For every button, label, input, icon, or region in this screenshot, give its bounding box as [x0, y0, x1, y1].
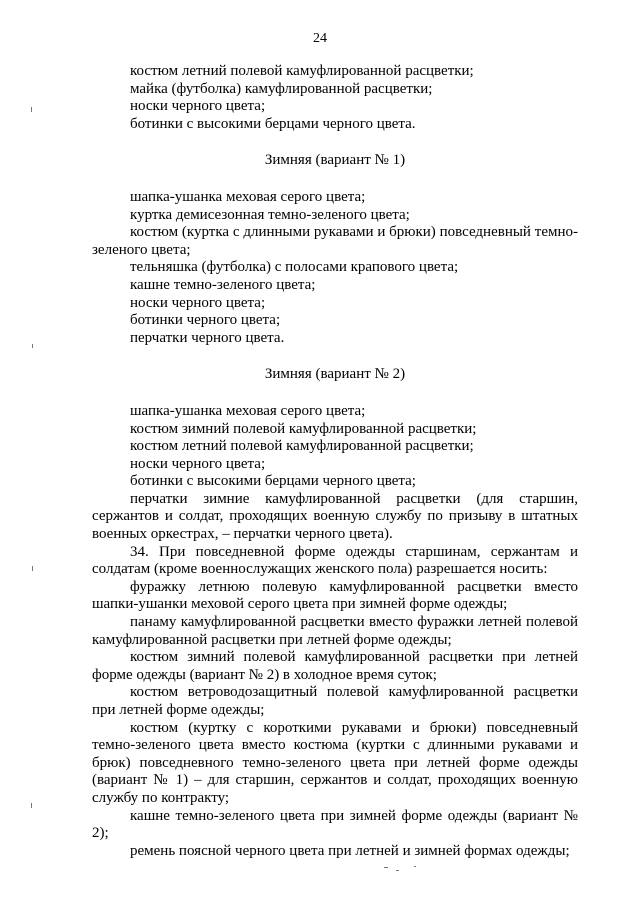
- list-item: ботинки черного цвета;: [130, 312, 281, 329]
- list-item: костюм ветроводозащитный полевой камуфлированной расцветки при летней форме одежды;: [92, 684, 578, 718]
- list-item: костюм (куртка с длинными рукавами и брюки) повседневный темно-зеленого цвета;: [92, 224, 578, 258]
- list-item: костюм зимний полевой камуфлированной расцветки при летней форме одежды (вариант № 2) в холодное время суток;: [92, 649, 578, 683]
- list-item: шапка-ушанка меховая серого цвета;: [130, 188, 366, 205]
- scan-speck: [31, 803, 32, 808]
- list-item: костюм летний полевой камуфлированной расцветки;: [130, 438, 474, 455]
- page-number: 24: [313, 31, 327, 46]
- list-item: носки черного цвета;: [130, 98, 266, 115]
- list-item: ремень поясной черного цвета при летней и зимней формах одежды;: [130, 842, 570, 859]
- scan-speck: [32, 566, 33, 571]
- summer-uniform-list-end: [92, 63, 578, 133]
- list-item: ботинки с высокими берцами черного цвета;: [130, 473, 416, 490]
- section-34: [92, 544, 578, 861]
- winter-uniform-2-list: [92, 403, 578, 544]
- scan-speck: [32, 344, 33, 348]
- list-item: фуражку летнюю полевую камуфлированной расцветки вместо шапки-ушанки меховой серого цвета при зимней форме одежды;: [92, 578, 578, 613]
- list-item: куртка демисезонная темно-зеленого цвета;: [130, 206, 410, 223]
- list-item: костюм зимний полевой камуфлированной расцветки;: [130, 420, 477, 437]
- list-item: панаму камуфлированной расцветки вместо фуражки летней полевой камуфлированной расцветки при летней форме одежды;: [92, 614, 578, 648]
- paragraph-34-intro: 34. При повседневной форме одежды старшинам, сержантам и солдатам (кроме военнослужащих женского пола) разрешается носить:: [92, 543, 578, 578]
- scan-speck: [414, 866, 416, 867]
- document-body: [92, 63, 578, 860]
- section-heading-winter-2: Зимняя (вариант № 2): [264, 366, 406, 383]
- scan-speck: [384, 867, 388, 868]
- scan-speck: [396, 870, 399, 871]
- list-item: кашне темно-зеленого цвета;: [130, 276, 316, 293]
- list-item: тельняшка (футболка) с полосами крапового цвета;: [130, 259, 459, 276]
- list-item: костюм (куртку с короткими рукавами и брюки) повседневный темно-зеленого цвета вместо костюма (куртки с длинными рукавами и брюк) повседневного темно-зеленого цвета при летней форме одежды (вариант № 1) – для старшин, сержантов и солдат, проходящих военную службу по контракту;: [92, 719, 578, 806]
- scan-speck: [31, 107, 32, 112]
- list-item: перчатки черного цвета.: [130, 329, 285, 346]
- list-item: шапка-ушанка меховая серого цвета;: [130, 402, 366, 419]
- list-item: носки черного цвета;: [130, 455, 266, 472]
- list-item: носки черного цвета;: [130, 294, 266, 311]
- list-item: майка (футболка) камуфлированной расцветки;: [130, 80, 433, 97]
- list-item: кашне темно-зеленого цвета при зимней форме одежды (вариант № 2);: [92, 807, 578, 842]
- list-item: перчатки зимние камуфлированной расцветки (для старшин, сержантов и солдат, проходящих военную службу по призыву в штатных военных оркестрах, – перчатки черного цвета).: [92, 490, 578, 543]
- list-item: ботинки с высокими берцами черного цвета.: [130, 115, 416, 132]
- winter-uniform-1-list: [92, 189, 578, 347]
- section-heading-winter-1: Зимняя (вариант № 1): [264, 152, 406, 169]
- list-item: костюм летний полевой камуфлированной расцветки;: [130, 63, 474, 79]
